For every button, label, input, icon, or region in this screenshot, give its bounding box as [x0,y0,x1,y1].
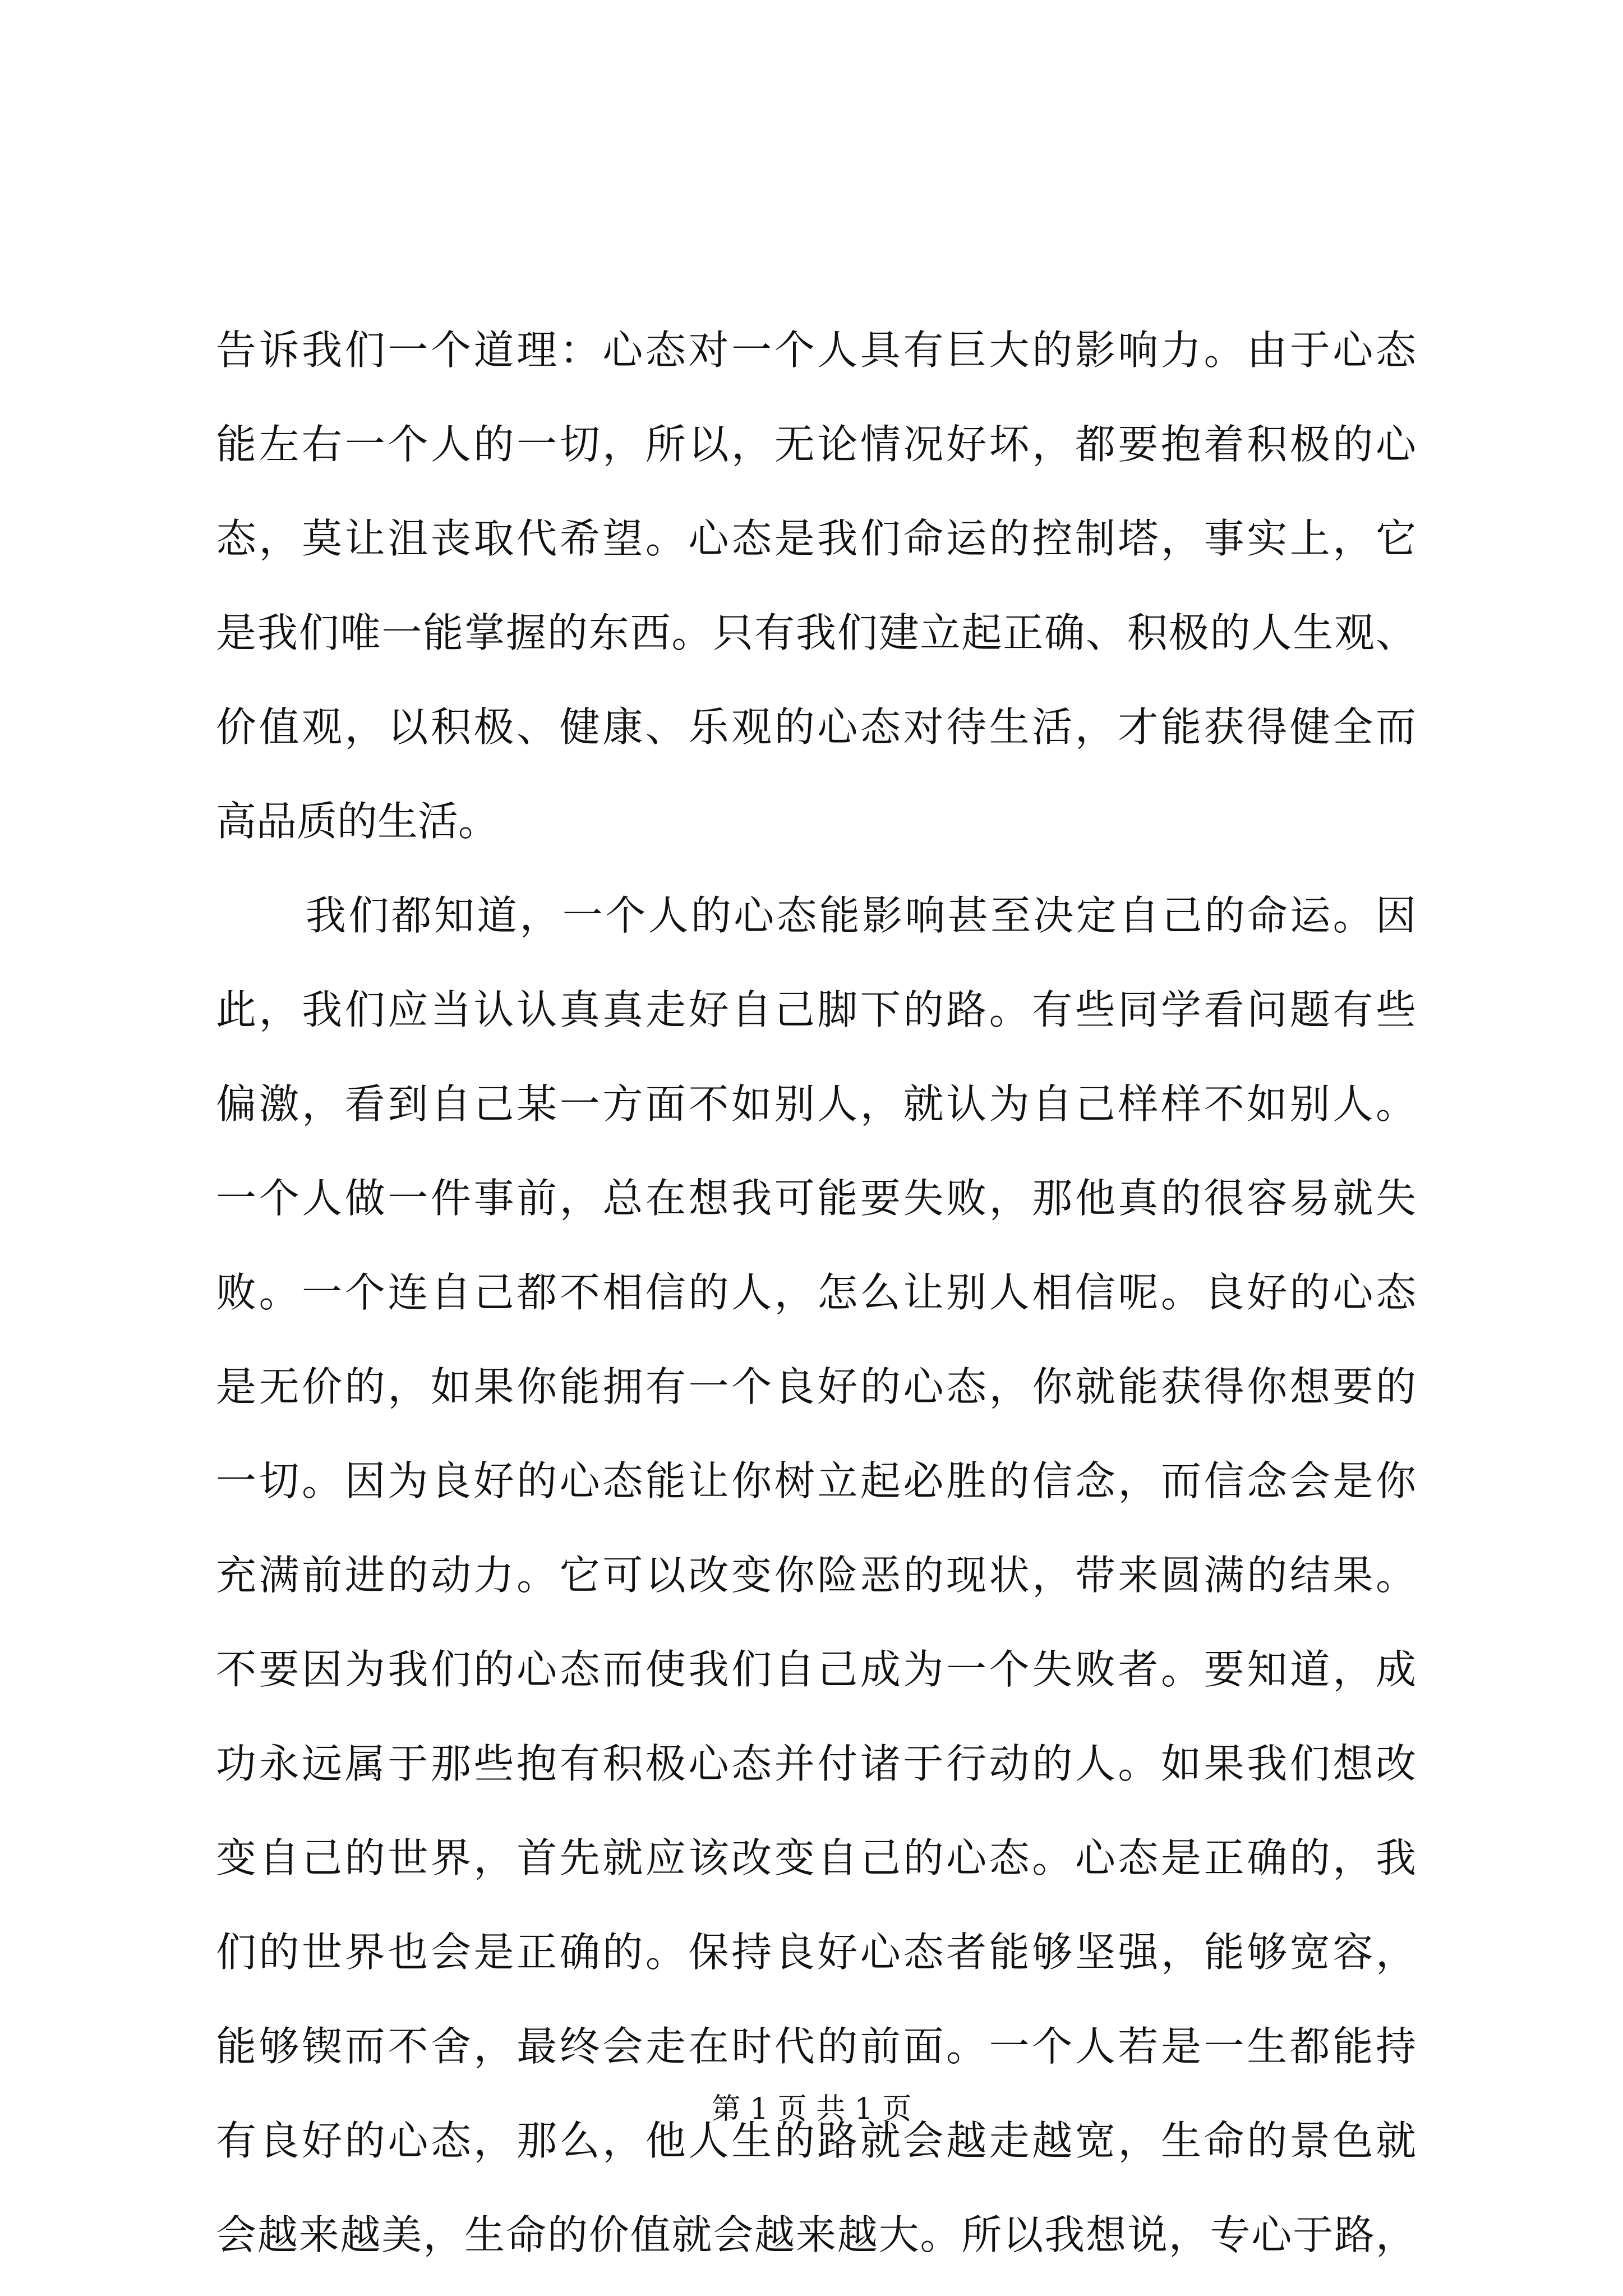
document-body [216,303,1416,2282]
text-line: 能左右一个人的一切，所以，无论情况好坏，都要抱着积极的心 [216,421,1416,468]
page-number-footer: 第 1 页 共 1 页 [711,2092,912,2126]
text-line: 一个人做一件事前，总在想我可能要失败，那他真的很容易就失 [216,1175,1416,1222]
paragraph-first-line: 我们都知道，一个人的心态能影响甚至决定自己的命运。因 [306,892,1416,939]
text-line: 是我们唯一能掌握的东西。只有我们建立起正确、积极的人生观、 [216,609,1416,656]
text-line: 是无价的，如果你能拥有一个良好的心态，你就能获得你想要的 [216,1363,1416,1410]
text-line: 有良好的心态，那么，他人生的路就会越走越宽，生命的景色就 [216,2117,1416,2164]
text-line: 告诉我们一个道理：心态对一个人具有巨大的影响力。由于心态 [216,326,1416,374]
text-line: 价值观，以积极、健康、乐观的心态对待生活，才能获得健全而 [216,703,1416,751]
text-line: 不要因为我们的心态而使我们自己成为一个失败者。要知道，成 [216,1646,1416,1693]
text-line: 会越来越美，生命的价值就会越来越大。所以我想说，专心于路， [216,2211,1416,2258]
text-line: 能够锲而不舍，最终会走在时代的前面。一个人若是一生都能持 [216,2023,1416,2070]
text-line: 态，莫让沮丧取代希望。心态是我们命运的控制塔，事实上，它 [216,515,1416,562]
text-line: 一切。因为良好的心态能让你树立起必胜的信念，而信念会是你 [216,1457,1416,1504]
text-line: 败。一个连自己都不相信的人，怎么让别人相信呢。良好的心态 [216,1269,1416,1316]
text-line: 偏激，看到自己某一方面不如别人，就认为自己样样不如别人。 [216,1080,1416,1128]
text-line: 高品质的生活。 [216,798,499,845]
text-line: 充满前进的动力。它可以改变你险恶的现状，带来圆满的结果。 [216,1552,1416,1599]
text-line: 变自己的世界，首先就应该改变自己的心态。心态是正确的，我 [216,1834,1416,1881]
text-line: 们的世界也会是正确的。保持良好心态者能够坚强，能够宽容， [216,1929,1416,1976]
text-line: 功永远属于那些抱有积极心态并付诸于行动的人。如果我们想改 [216,1740,1416,1787]
text-line: 此，我们应当认认真真走好自己脚下的路。有些同学看问题有些 [216,986,1416,1033]
